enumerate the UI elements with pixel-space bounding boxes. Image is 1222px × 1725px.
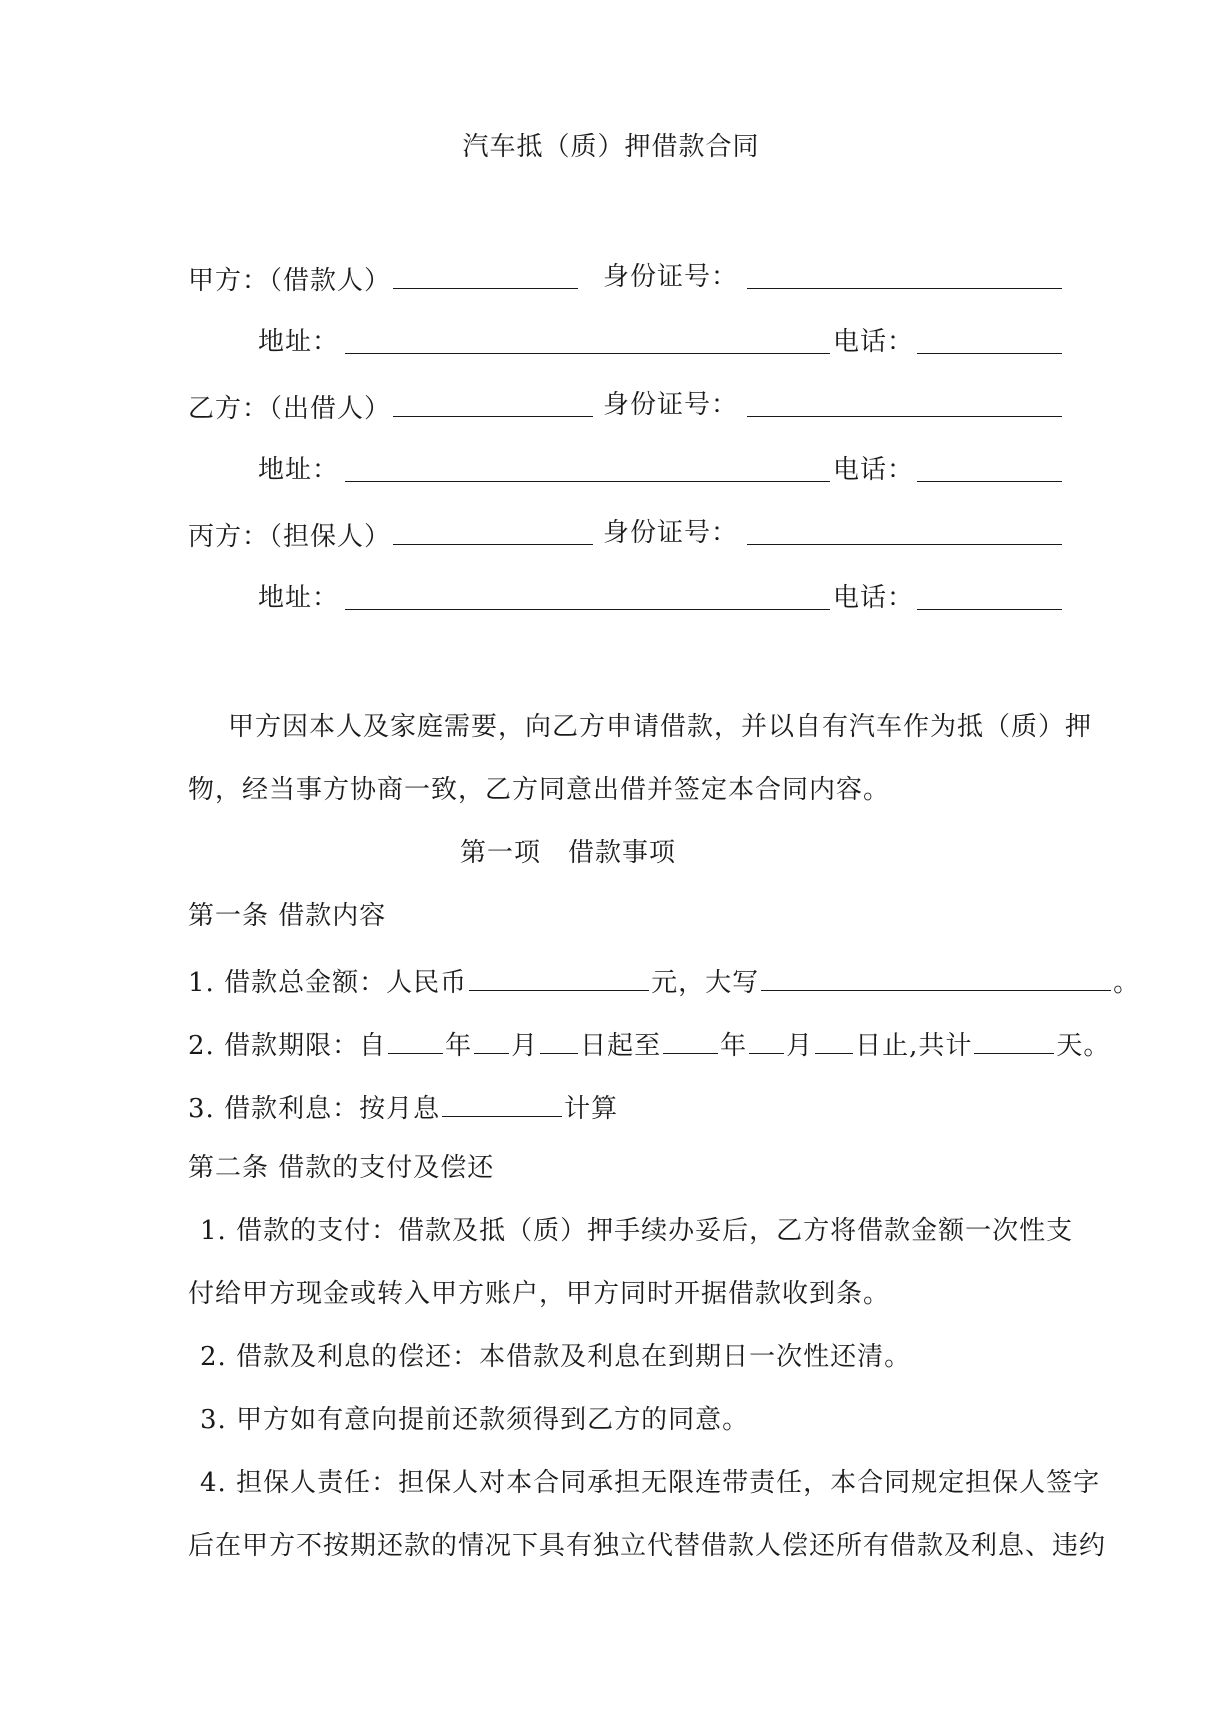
- start-day-blank: [540, 1025, 578, 1054]
- party-c-phone-blank: [917, 581, 1062, 610]
- party-c-phone-label: 电话：: [833, 583, 915, 613]
- party-b-label: 乙方：（出借人）: [188, 394, 392, 424]
- repayment-line: 2. 借款及利息的偿还：本借款及利息在到期日一次性还清。: [200, 1342, 912, 1372]
- end-year-label: 年: [720, 1031, 748, 1061]
- loan-interest-end: 计算: [564, 1094, 619, 1124]
- party-c-label: 丙方：（担保人）: [188, 522, 392, 552]
- loan-amount-blank: [469, 962, 649, 991]
- total-days-label: 天。: [1056, 1031, 1111, 1061]
- party-c-id-label: 身份证号：: [603, 518, 739, 548]
- start-day-label: 日起至: [580, 1031, 662, 1061]
- payment-line-2: 付给甲方现金或转入甲方账户，甲方同时开据借款收到条。: [188, 1279, 891, 1309]
- intro-line-1: 甲方因本人及家庭需要，向乙方申请借款，并以自有汽车作为抵（质）押: [228, 712, 1093, 742]
- end-month-label: 月: [786, 1031, 814, 1061]
- loan-interest-blank: [442, 1088, 562, 1117]
- party-b-phone-blank: [917, 453, 1062, 482]
- party-c-row: [188, 516, 595, 554]
- loan-amount-words-blank: [761, 962, 1111, 991]
- end-month-blank: [749, 1025, 784, 1054]
- party-a-address-label: 地址：: [258, 327, 340, 357]
- party-b-id-label: 身份证号：: [603, 390, 739, 420]
- payment-line-1: 1. 借款的支付：借款及抵（质）押手续办妥后，乙方将借款金额一次性支: [200, 1216, 1074, 1246]
- loan-interest-label: 3. 借款利息：按月息: [188, 1094, 441, 1124]
- party-b-name-blank: [393, 388, 593, 417]
- party-c-address-label: 地址：: [258, 583, 340, 613]
- section-heading: 第一项 借款事项: [460, 838, 677, 868]
- party-b-address-label: 地址：: [258, 455, 340, 485]
- party-a-phone-blank: [917, 325, 1062, 354]
- party-a-id-row: [603, 260, 738, 294]
- party-a-address-row: [258, 325, 339, 359]
- total-days-blank: [974, 1025, 1054, 1054]
- party-b-row: [188, 388, 595, 426]
- party-b-phone-label: 电话：: [833, 455, 915, 485]
- start-month-blank: [474, 1025, 509, 1054]
- party-c-address-blank: [345, 581, 830, 610]
- party-c-id-blank: [747, 516, 1062, 545]
- party-a-id-blank: [747, 260, 1062, 289]
- article-2-heading: 第二条 借款的支付及偿还: [188, 1153, 495, 1183]
- end-day-blank: [815, 1025, 853, 1054]
- page-title: 汽车抵（质）押借款合同: [462, 132, 760, 162]
- start-year-blank: [388, 1025, 443, 1054]
- start-year-label: 年: [445, 1031, 473, 1061]
- guarantor-line-1: 4. 担保人责任：担保人对本合同承担无限连带责任，本合同规定担保人签字: [200, 1468, 1101, 1498]
- party-a-id-label: 身份证号：: [603, 262, 739, 292]
- end-year-blank: [663, 1025, 718, 1054]
- party-b-address-blank: [345, 453, 830, 482]
- early-repayment-line: 3. 甲方如有意向提前还款须得到乙方的同意。: [200, 1405, 750, 1435]
- end-day-label: 日止,共计: [855, 1031, 973, 1061]
- start-month-label: 月: [511, 1031, 539, 1061]
- loan-interest-row: [188, 1088, 618, 1126]
- party-a-name-blank: [393, 260, 578, 289]
- loan-amount-row: [188, 962, 1140, 1000]
- article-1-heading: 第一条 借款内容: [188, 901, 387, 931]
- party-a-label: 甲方：（借款人）: [188, 266, 392, 296]
- intro-line-2: 物，经当事方协商一致，乙方同意出借并签定本合同内容。: [188, 775, 891, 805]
- loan-term-row: [188, 1025, 1110, 1063]
- party-a-address-blank: [345, 325, 830, 354]
- party-b-id-blank: [747, 388, 1062, 417]
- loan-term-label: 2. 借款期限：自: [188, 1031, 387, 1061]
- loan-amount-end: 。: [1113, 968, 1141, 998]
- party-c-name-blank: [393, 516, 593, 545]
- loan-amount-unit: 元，大写: [651, 968, 760, 998]
- party-a-row: [188, 260, 580, 298]
- party-a-phone-label: 电话：: [833, 327, 915, 357]
- loan-amount-label: 1. 借款总金额：人民币: [188, 968, 468, 998]
- guarantor-line-2: 后在甲方不按期还款的情况下具有独立代替借款人偿还所有借款及利息、违约: [188, 1531, 1107, 1561]
